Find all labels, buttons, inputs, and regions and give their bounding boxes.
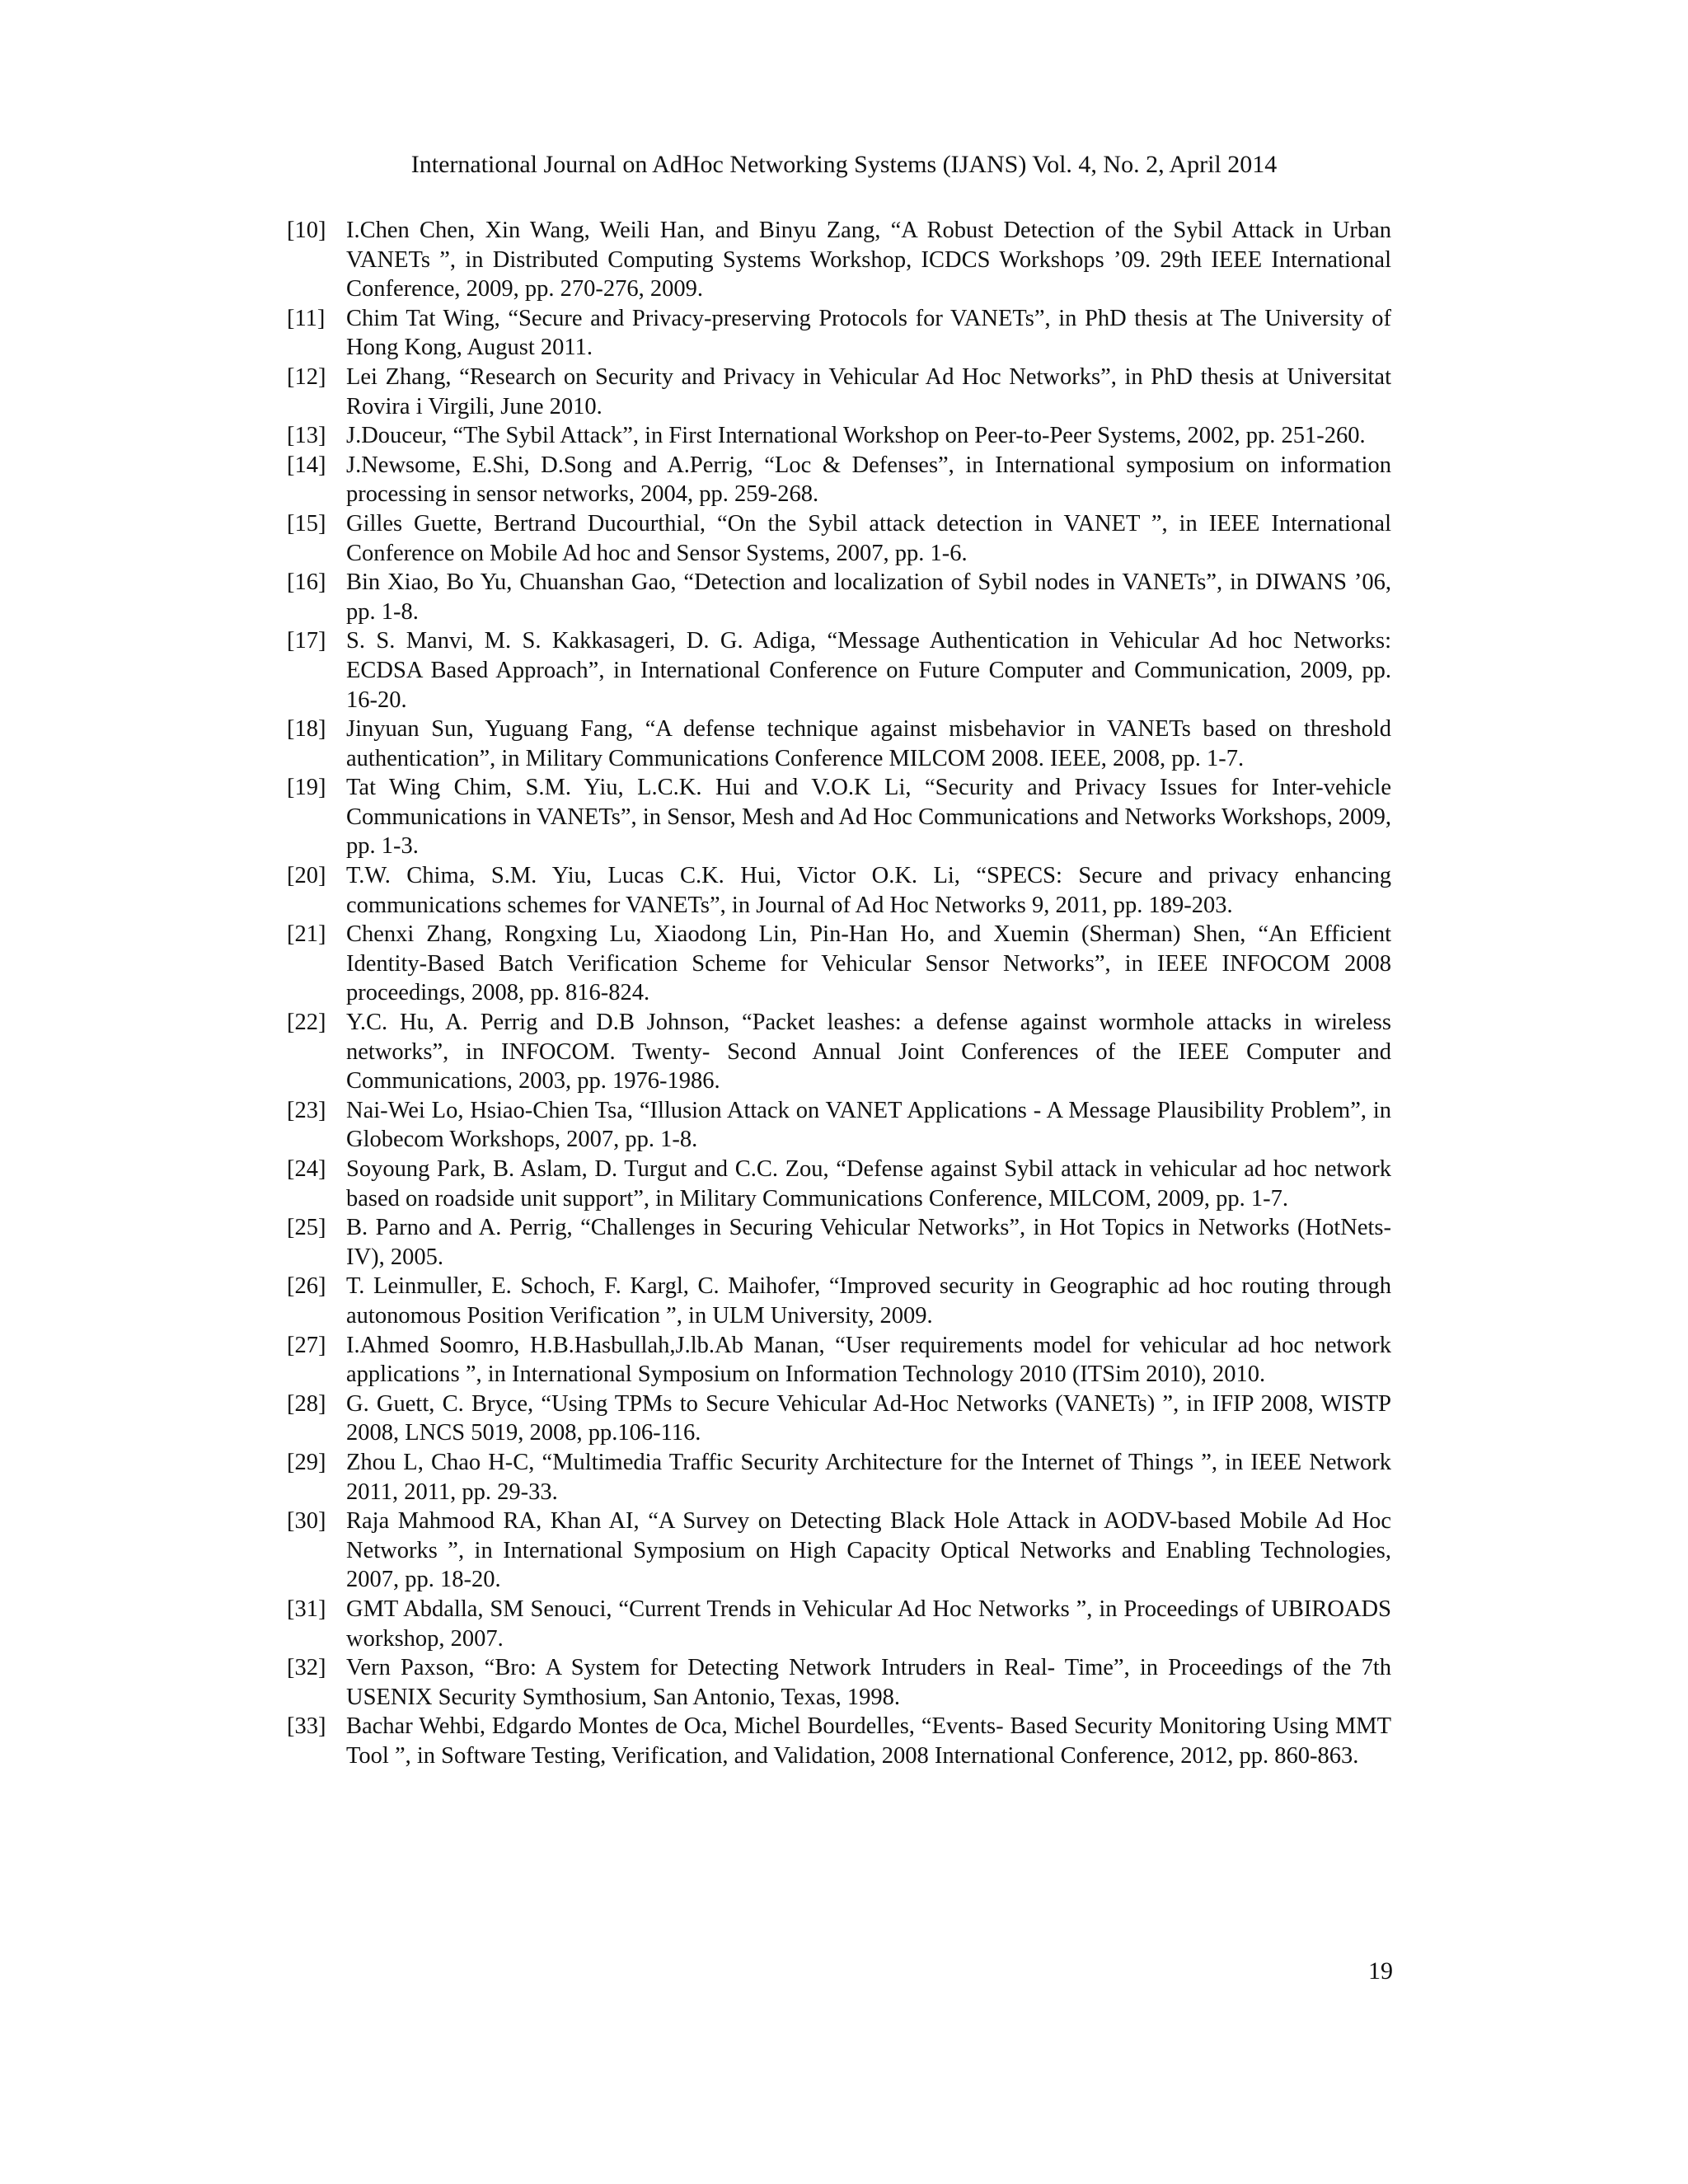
reference-number: [16] — [287, 569, 326, 596]
reference-item — [287, 363, 1391, 421]
reference-text: Tat Wing Chim, S.M. Yiu, L.C.K. Hui and V.O.K Li, “Security and Privacy Issues for Inter-vehicle Communications in VANETs”, in Sensor, Mesh and Ad Hoc Communications and Networks Workshops, 2009, pp. 1-3. — [346, 775, 1391, 860]
reference-item — [287, 509, 1391, 568]
reference-number: [13] — [287, 423, 326, 449]
reference-item — [287, 1008, 1391, 1096]
reference-item — [287, 216, 1391, 304]
reference-number: [19] — [287, 775, 326, 801]
reference-item — [287, 1331, 1391, 1390]
reference-item — [287, 1653, 1391, 1712]
reference-number: [22] — [287, 1010, 326, 1036]
reference-number: [25] — [287, 1215, 326, 1241]
reference-item — [287, 715, 1391, 773]
reference-number: [11] — [287, 305, 326, 331]
reference-item — [287, 626, 1391, 715]
reference-text: I.Ahmed Soomro, H.B.Hasbullah,J.lb.Ab Manan, “User requirements model for vehicular ad hoc network applications ”, in International Symposium on Information Technology 2010 (ITSim 2010), 2010. — [346, 1332, 1391, 1388]
reference-number: [28] — [287, 1390, 326, 1417]
reference-item — [287, 861, 1391, 920]
reference-text: I.Chen Chen, Xin Wang, Weili Han, and Binyu Zang, “A Robust Detection of the Sybil Attack in Urban VANETs ”, in Distributed Computing Systems Workshop, ICDCS Workshops ’09. 29th IEEE International Conference, 2009, pp. 270-276, 2009. — [346, 218, 1391, 302]
reference-text: Raja Mahmood RA, Khan AI, “A Survey on Detecting Black Hole Attack in AODV-based Mobile Ad Hoc Networks ”, in International Symposium on High Capacity Optical Networks and Enabling Technologies, 2007, pp. 18-20. — [346, 1508, 1391, 1593]
reference-text: S. S. Manvi, M. S. Kakkasageri, D. G. Adiga, “Message Authentication in Vehicular Ad hoc Networks: ECDSA Based Approach”, in International Conference on Future Computer and Communication, 2009, pp. 16-20. — [346, 628, 1391, 713]
reference-number: [14] — [287, 452, 326, 478]
reference-text: Vern Paxson, “Bro: A System for Detecting Network Intruders in Real- Time”, in Proceedings of the 7th USENIX Security Symthosium, San Antonio, Texas, 1998. — [346, 1655, 1391, 1710]
reference-item — [287, 773, 1391, 861]
reference-text: Zhou L, Chao H-C, “Multimedia Traffic Security Architecture for the Internet of Things ”, in IEEE Network 2011, 2011, pp. 29-33. — [346, 1449, 1391, 1505]
reference-item — [287, 1390, 1391, 1448]
reference-number: [33] — [287, 1713, 326, 1740]
reference-number: [24] — [287, 1156, 326, 1182]
reference-text: J.Douceur, “The Sybil Attack”, in First International Workshop on Peer-to-Peer Systems, 2002, pp. 251-260. — [346, 423, 1366, 449]
reference-text: Lei Zhang, “Research on Security and Privacy in Vehicular Ad Hoc Networks”, in PhD thesis at Universitat Rovira i Virgili, June 2010. — [346, 363, 1391, 419]
reference-text: Gilles Guette, Bertrand Ducourthial, “On the Sybil attack detection in VANET ”, in IEEE International Conference on Mobile Ad hoc and Sensor Systems, 2007, pp. 1-6. — [346, 510, 1391, 566]
reference-number: [27] — [287, 1332, 326, 1358]
reference-number: [26] — [287, 1273, 326, 1300]
reference-item — [287, 1507, 1391, 1595]
reference-item — [287, 451, 1391, 509]
reference-text: G. Guett, C. Bryce, “Using TPMs to Secure Vehicular Ad-Hoc Networks (VANETs) ”, in IFIP 2008, WISTP 2008, LNCS 5019, 2008, pp.106-116. — [346, 1390, 1391, 1446]
reference-text: Nai-Wei Lo, Hsiao-Chien Tsa, “Illusion Attack on VANET Applications - A Message Plausibility Problem”, in Globecom Workshops, 2007, pp. 1-8. — [346, 1097, 1391, 1153]
reference-text: T.W. Chima, S.M. Yiu, Lucas C.K. Hui, Victor O.K. Li, “SPECS: Secure and privacy enhancing communications schemes for VANETs”, in Journal of Ad Hoc Networks 9, 2011, pp. 189-203. — [346, 863, 1391, 918]
reference-item — [287, 920, 1391, 1008]
reference-number: [23] — [287, 1097, 326, 1123]
reference-number: [18] — [287, 716, 326, 743]
reference-item — [287, 1595, 1391, 1653]
reference-text: T. Leinmuller, E. Schoch, F. Kargl, C. Maihofer, “Improved security in Geographic ad hoc routing through autonomous Position Verification ”, in ULM University, 2009. — [346, 1273, 1391, 1329]
reference-number: [17] — [287, 628, 326, 654]
reference-item — [287, 421, 1391, 451]
reference-text: Jinyuan Sun, Yuguang Fang, “A defense technique against misbehavior in VANETs based on threshold authentication”, in Military Communications Conference MILCOM 2008. IEEE, 2008, pp. 1-7. — [346, 716, 1391, 771]
reference-number: [32] — [287, 1655, 326, 1681]
reference-text: Y.C. Hu, A. Perrig and D.B Johnson, “Packet leashes: a defense against wormhole attacks in wireless networks”, in INFOCOM. Twenty- Second Annual Joint Conferences of the IEEE Computer and Communications, 2003, pp. 1976-1986. — [346, 1010, 1391, 1094]
reference-list — [287, 216, 1391, 1770]
page-number: 19 — [1368, 1957, 1393, 1985]
reference-number: [21] — [287, 921, 326, 948]
reference-text: Soyoung Park, B. Aslam, D. Turgut and C.C. Zou, “Defense against Sybil attack in vehicular ad hoc network based on roadside unit support”, in Military Communications Conference, MILCOM, 2009, pp. 1-7. — [346, 1156, 1391, 1212]
reference-text: Chenxi Zhang, Rongxing Lu, Xiaodong Lin, Pin-Han Ho, and Xuemin (Sherman) Shen, “An Efficient Identity-Based Batch Verification Scheme for Vehicular Sensor Networks”, in IEEE INFOCOM 2008 proceedings, 2008, pp. 816-824. — [346, 921, 1391, 1006]
reference-item — [287, 1712, 1391, 1770]
reference-number: [20] — [287, 863, 326, 889]
reference-number: [10] — [287, 218, 326, 243]
reference-text: GMT Abdalla, SM Senouci, “Current Trends in Vehicular Ad Hoc Networks ”, in Proceedings of UBIROADS workshop, 2007. — [346, 1596, 1391, 1652]
reference-item — [287, 304, 1391, 363]
reference-item — [287, 1213, 1391, 1272]
reference-number: [15] — [287, 510, 326, 537]
reference-number: [12] — [287, 363, 326, 390]
reference-text: Bachar Wehbi, Edgardo Montes de Oca, Michel Bourdelles, “Events- Based Security Monitoring Using MMT Tool ”, in Software Testing, Verification, and Validation, 2008 International Conference, 2012, pp. 860-863. — [346, 1713, 1391, 1769]
reference-number: [30] — [287, 1508, 326, 1535]
reference-number: [29] — [287, 1449, 326, 1475]
reference-item — [287, 568, 1391, 626]
running-header: International Journal on AdHoc Networking Systems (IJANS) Vol. 4, No. 2, April 2014 — [410, 151, 1278, 178]
reference-item — [287, 1155, 1391, 1213]
reference-item — [287, 1272, 1391, 1330]
reference-item — [287, 1448, 1391, 1507]
reference-text: Bin Xiao, Bo Yu, Chuanshan Gao, “Detection and localization of Sybil nodes in VANETs”, in DIWANS ’06, pp. 1-8. — [346, 569, 1391, 625]
reference-text: J.Newsome, E.Shi, D.Song and A.Perrig, “Loc & Defenses”, in International symposium on information processing in sensor networks, 2004, pp. 259-268. — [346, 452, 1391, 508]
reference-text: B. Parno and A. Perrig, “Challenges in Securing Vehicular Networks”, in Hot Topics in Networks (HotNets-IV), 2005. — [346, 1215, 1391, 1270]
reference-number: [31] — [287, 1596, 326, 1622]
reference-item — [287, 1096, 1391, 1155]
reference-text: Chim Tat Wing, “Secure and Privacy-preserving Protocols for VANETs”, in PhD thesis at The University of Hong Kong, August 2011. — [346, 305, 1391, 361]
